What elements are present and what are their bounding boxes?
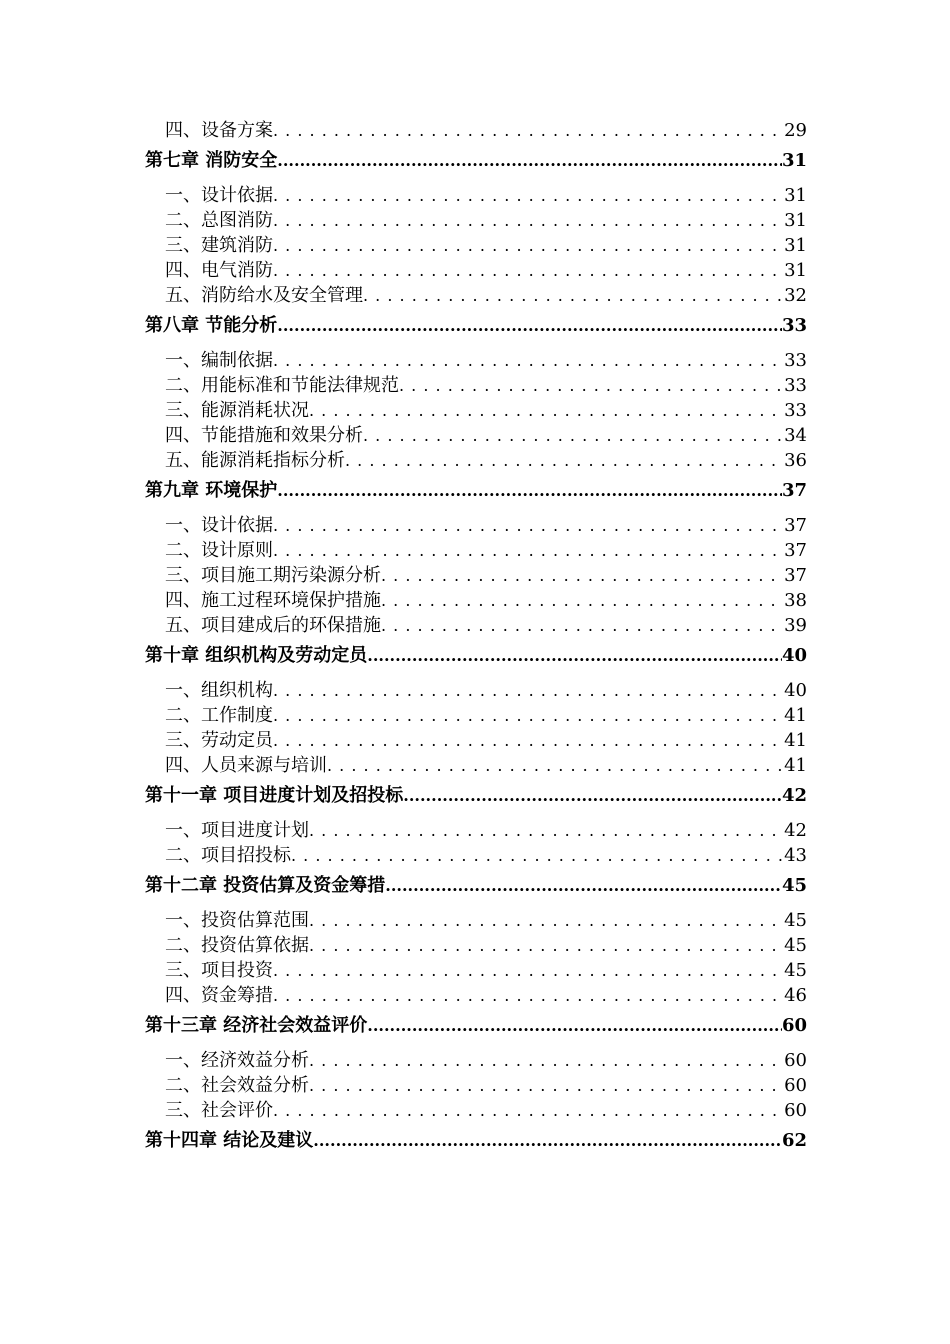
toc-section-entry[interactable]	[145, 818, 807, 843]
toc-entry-title: 二、工作制度	[165, 705, 273, 726]
toc-chapter-entry[interactable]	[145, 873, 807, 898]
toc-page-number: 37	[784, 565, 807, 586]
toc-dot-leader	[327, 753, 782, 778]
toc-page-number: 43	[784, 845, 807, 866]
toc-section-entry[interactable]	[145, 233, 807, 258]
toc-page-number: 62	[781, 1130, 807, 1151]
toc-entry-title: 二、项目招投标	[165, 845, 291, 866]
toc-page-number: 37	[784, 540, 807, 561]
toc-page-number: 46	[784, 985, 807, 1006]
toc-page-number: 31	[781, 150, 807, 171]
toc-dot-leader	[309, 818, 782, 843]
toc-section-entry[interactable]	[145, 728, 807, 753]
toc-page-number: 39	[784, 615, 807, 636]
toc-page-number: 31	[784, 185, 807, 206]
toc-dot-leader	[367, 1013, 782, 1038]
toc-entry-title: 第八章 节能分析	[145, 315, 278, 336]
toc-dot-leader	[381, 563, 782, 588]
toc-section-entry[interactable]	[145, 118, 807, 143]
toc-chapter-entry[interactable]	[145, 1128, 807, 1153]
toc-entry-title: 一、投资估算范围	[165, 910, 309, 931]
toc-section-entry[interactable]	[145, 538, 807, 563]
toc-dot-leader	[273, 983, 782, 1008]
toc-page-number: 34	[784, 425, 807, 446]
toc-entry-title: 三、建筑消防	[165, 235, 273, 256]
toc-dot-leader	[399, 373, 782, 398]
toc-entry-title: 三、项目施工期污染源分析	[165, 565, 381, 586]
toc-section-entry[interactable]	[145, 373, 807, 398]
toc-chapter-entry[interactable]	[145, 478, 807, 503]
toc-dot-leader	[273, 183, 782, 208]
toc-dot-leader	[309, 1073, 782, 1098]
toc-section-entry[interactable]	[145, 933, 807, 958]
toc-dot-leader	[273, 538, 782, 563]
toc-dot-leader	[273, 703, 782, 728]
toc-entry-title: 二、用能标准和节能法律规范	[165, 375, 399, 396]
toc-dot-leader	[309, 398, 782, 423]
toc-page-number: 33	[784, 350, 807, 371]
toc-dot-leader	[273, 678, 782, 703]
toc-section-entry[interactable]	[145, 703, 807, 728]
toc-dot-leader	[403, 783, 782, 808]
toc-section-entry[interactable]	[145, 958, 807, 983]
toc-page-number: 40	[784, 680, 807, 701]
toc-page-number: 37	[784, 515, 807, 536]
toc-page-number: 42	[781, 785, 807, 806]
toc-page-number: 31	[784, 210, 807, 231]
toc-entry-title: 四、节能措施和效果分析	[165, 425, 363, 446]
toc-dot-leader	[381, 588, 782, 613]
toc-dot-leader	[273, 233, 782, 258]
toc-dot-leader	[273, 208, 782, 233]
toc-entry-title: 一、项目进度计划	[165, 820, 309, 841]
toc-page-number: 37	[781, 480, 807, 501]
toc-entry-title: 第九章 环境保护	[145, 480, 278, 501]
toc-dot-leader	[273, 728, 782, 753]
toc-section-entry[interactable]	[145, 843, 807, 868]
toc-page-number: 36	[784, 450, 807, 471]
toc-page-number: 40	[781, 645, 807, 666]
toc-entry-title: 二、总图消防	[165, 210, 273, 231]
toc-entry-title: 二、投资估算依据	[165, 935, 309, 956]
toc-entry-title: 一、编制依据	[165, 350, 273, 371]
toc-entry-title: 一、经济效益分析	[165, 1050, 309, 1071]
toc-page-number: 45	[784, 910, 807, 931]
toc-entry-title: 第十二章 投资估算及资金筹措	[145, 875, 386, 896]
toc-entry-title: 五、能源消耗指标分析	[165, 450, 345, 471]
toc-page-number: 45	[781, 875, 807, 896]
toc-chapter-entry[interactable]	[145, 148, 807, 173]
toc-page-number: 45	[784, 935, 807, 956]
toc-chapter-entry[interactable]	[145, 643, 807, 668]
toc-section-entry[interactable]	[145, 398, 807, 423]
toc-section-entry[interactable]	[145, 563, 807, 588]
toc-page-number: 41	[784, 705, 807, 726]
toc-entry-title: 二、社会效益分析	[165, 1075, 309, 1096]
toc-dot-leader	[309, 908, 782, 933]
toc-dot-leader	[273, 1098, 782, 1123]
toc-section-entry[interactable]	[145, 208, 807, 233]
toc-entry-title: 四、电气消防	[165, 260, 273, 281]
toc-page-number: 32	[784, 285, 807, 306]
toc-entry-title: 第十一章 项目进度计划及招投标	[145, 785, 404, 806]
toc-section-entry[interactable]	[145, 183, 807, 208]
toc-section-entry[interactable]	[145, 1098, 807, 1123]
toc-page-number: 33	[784, 375, 807, 396]
toc-entry-title: 四、人员来源与培训	[165, 755, 327, 776]
toc-section-entry[interactable]	[145, 613, 807, 638]
toc-section-entry[interactable]	[145, 283, 807, 308]
toc-entry-title: 四、设备方案	[165, 120, 273, 141]
toc-dot-leader	[291, 843, 782, 868]
toc-section-entry[interactable]	[145, 1073, 807, 1098]
toc-section-entry[interactable]	[145, 753, 807, 778]
toc-section-entry[interactable]	[145, 908, 807, 933]
toc-dot-leader	[385, 873, 782, 898]
toc-section-entry[interactable]	[145, 448, 807, 473]
toc-section-entry[interactable]	[145, 258, 807, 283]
toc-section-entry[interactable]	[145, 678, 807, 703]
table-of-contents	[145, 118, 807, 1163]
toc-dot-leader	[381, 613, 782, 638]
toc-entry-title: 三、项目投资	[165, 960, 273, 981]
toc-section-entry[interactable]	[145, 1048, 807, 1073]
toc-page-number: 60	[784, 1050, 807, 1071]
toc-entry-title: 第十章 组织机构及劳动定员	[145, 645, 368, 666]
toc-entry-title: 三、社会评价	[165, 1100, 273, 1121]
toc-entry-title: 一、组织机构	[165, 680, 273, 701]
toc-page-number: 33	[784, 400, 807, 421]
toc-entry-title: 第十三章 经济社会效益评价	[145, 1015, 368, 1036]
toc-dot-leader	[277, 478, 782, 503]
toc-entry-title: 五、项目建成后的环保措施	[165, 615, 381, 636]
toc-dot-leader	[273, 958, 782, 983]
toc-section-entry[interactable]	[145, 348, 807, 373]
toc-page-number: 42	[784, 820, 807, 841]
toc-entry-title: 二、设计原则	[165, 540, 273, 561]
toc-dot-leader	[345, 448, 782, 473]
toc-chapter-entry[interactable]	[145, 783, 807, 808]
toc-page-number: 38	[784, 590, 807, 611]
toc-page-number: 31	[784, 260, 807, 281]
toc-entry-title: 五、消防给水及安全管理	[165, 285, 363, 306]
toc-section-entry[interactable]	[145, 513, 807, 538]
toc-page-number: 41	[784, 730, 807, 751]
toc-dot-leader	[363, 423, 782, 448]
toc-entry-title: 第十四章 结论及建议	[145, 1130, 314, 1151]
toc-dot-leader	[273, 258, 782, 283]
toc-entry-title: 三、能源消耗状况	[165, 400, 309, 421]
toc-entry-title: 四、资金筹措	[165, 985, 273, 1006]
toc-entry-title: 四、施工过程环境保护措施	[165, 590, 381, 611]
toc-page-number: 33	[781, 315, 807, 336]
toc-dot-leader	[273, 118, 782, 143]
toc-page-number: 31	[784, 235, 807, 256]
toc-dot-leader	[363, 283, 782, 308]
toc-chapter-entry[interactable]	[145, 313, 807, 338]
toc-page-number: 45	[784, 960, 807, 981]
toc-page-number: 60	[784, 1100, 807, 1121]
toc-page-number: 60	[781, 1015, 807, 1036]
toc-dot-leader	[273, 348, 782, 373]
toc-dot-leader	[273, 513, 782, 538]
toc-dot-leader	[277, 148, 782, 173]
toc-page-number: 29	[784, 120, 807, 141]
toc-entry-title: 一、设计依据	[165, 185, 273, 206]
toc-dot-leader	[309, 1048, 782, 1073]
toc-chapter-entry[interactable]	[145, 1013, 807, 1038]
toc-section-entry[interactable]	[145, 983, 807, 1008]
toc-dot-leader	[277, 313, 782, 338]
toc-dot-leader	[367, 643, 782, 668]
toc-page-number: 41	[784, 755, 807, 776]
toc-entry-title: 第七章 消防安全	[145, 150, 278, 171]
toc-entry-title: 三、劳动定员	[165, 730, 273, 751]
toc-section-entry[interactable]	[145, 423, 807, 448]
toc-entry-title: 一、设计依据	[165, 515, 273, 536]
toc-page-number: 60	[784, 1075, 807, 1096]
toc-dot-leader	[309, 933, 782, 958]
toc-dot-leader	[313, 1128, 782, 1153]
toc-section-entry[interactable]	[145, 588, 807, 613]
